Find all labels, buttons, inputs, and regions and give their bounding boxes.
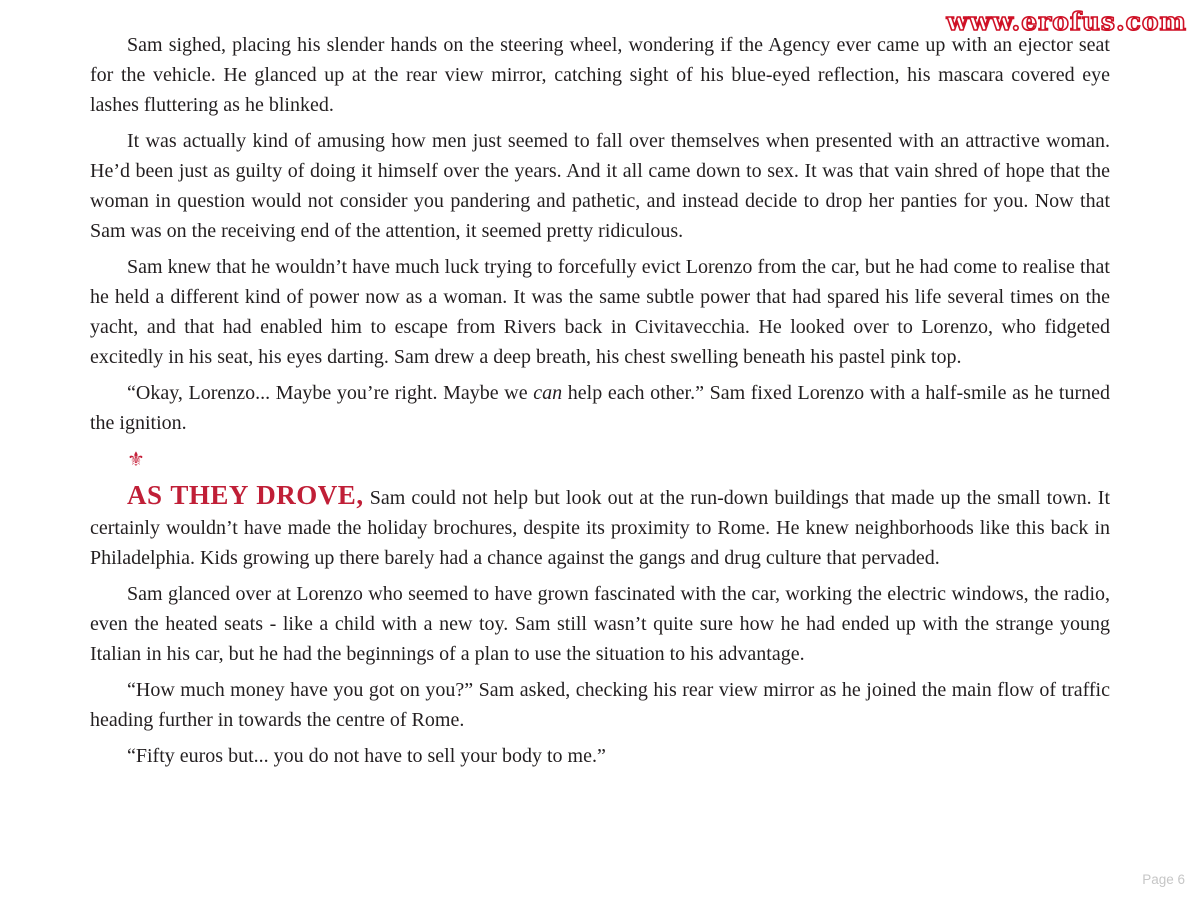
- paragraph-text: Sam could not help but look out at the run-down buildings that made up the small town. It certainly wouldn’t have made the holiday brochures, despite its proximity to Rome. He knew neighborhoods like this back in Philadelphia. Kids growing up there barely had a chance against the gangs and drug culture that pervaded.: [90, 487, 1110, 569]
- paragraph: Sam sighed, placing his slender hands on the steering wheel, wondering if the Agency ever came up with an ejector seat for the vehicle. He glanced up at the rear view mirror, catching sight of his blue-eyed reflection, his mascara covered eye lashes fluttering as he blinked.: [90, 34, 1110, 116]
- fleur-de-lis-icon: ⚜: [127, 447, 145, 471]
- paragraph: “How much money have you got on you?” Sam asked, checking his rear view mirror as he joined the main flow of traffic heading further in towards the centre of Rome.: [90, 679, 1110, 731]
- paragraph-text: help each other.” Sam fixed Lorenzo with a half-smile as he turned the ignition.: [90, 382, 1110, 434]
- italic-emphasis: can: [533, 382, 563, 404]
- page-number: Page 6: [1142, 872, 1185, 887]
- paragraph: It was actually kind of amusing how men just seemed to fall over themselves when presented with an attractive woman. He’d been just as guilty of doing it himself over the years. And it all came down to sex. It was that vain shred of hope that the woman in question would not consider you pandering and pathetic, and instead decide to drop her panties for you. Now that Sam was on the receiving end of the attention, it seemed pretty ridiculous.: [90, 130, 1110, 242]
- paragraph: [90, 378, 1110, 438]
- paragraph: Sam knew that he wouldn’t have much luck trying to forcefully evict Lorenzo from the car, but he had come to realise that he held a different kind of power now as a woman. It was the same subtle power that had spared his life several times on the yacht, and that had enabled him to escape from Rivers back in Civitavecchia. He looked over to Lorenzo, who fidgeted excitedly in his seat, his eyes darting. Sam drew a deep breath, his chest swelling beneath his pastel pink top.: [90, 256, 1110, 368]
- paragraph: Sam glanced over at Lorenzo who seemed to have grown fascinated with the car, working the electric windows, the radio, even the heated seats - like a child with a new toy. Sam still wasn’t quite sure how he had ended up with the strange young Italian in his car, but he had the beginnings of a plan to use the situation to his advantage.: [90, 583, 1110, 665]
- paragraph-text: “Okay, Lorenzo... Maybe you’re right. Maybe we: [127, 382, 534, 404]
- text-column: [90, 30, 1110, 777]
- watermark-url[interactable]: www.erofus.com: [946, 7, 1187, 36]
- section-lead-in: AS THEY DROVE,: [127, 480, 364, 510]
- paragraph: “Fifty euros but... you do not have to sell your body to me.”: [127, 745, 606, 767]
- section-paragraph: [90, 480, 1110, 573]
